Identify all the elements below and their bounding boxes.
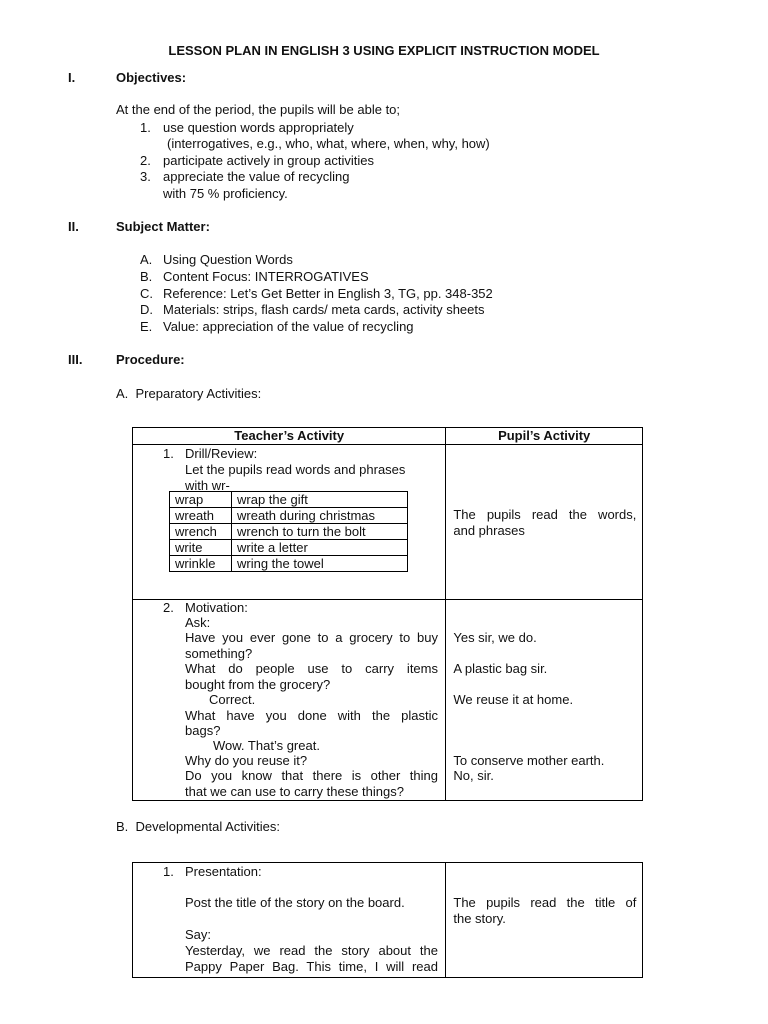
- developmental-table: [132, 862, 643, 978]
- presentation-teacher-cell: [133, 863, 446, 978]
- motivation-teacher-cell: [133, 600, 446, 801]
- subject-item: Materials: strips, flash cards/ meta cards, activity sheets: [163, 302, 485, 317]
- objective-item-continuation: with 75 % proficiency.: [163, 186, 288, 201]
- objective-marker: 2.: [140, 153, 151, 168]
- section-number-subject-matter: II.: [68, 219, 79, 234]
- word-cell: wrap: [170, 492, 232, 508]
- subsection-developmental: B. Developmental Activities:: [116, 819, 281, 834]
- motivation-marker: 2.: [163, 600, 174, 615]
- subject-item: Content Focus: INTERROGATIVES: [163, 269, 369, 284]
- motivation-pupil-response: Yes sir, we do.: [453, 630, 537, 645]
- section-number-objectives: I.: [68, 70, 76, 85]
- drill-instruction: Let the pupils read words and phrases: [185, 462, 406, 477]
- subject-marker: C.: [140, 286, 153, 301]
- header-teacher-activity: Teacher’s Activity: [133, 428, 446, 445]
- drill-pupil-response: The pupils read the words,: [453, 507, 637, 522]
- word-cell: write: [170, 540, 232, 556]
- activity-table: [132, 427, 643, 801]
- presentation-marker: 1.: [163, 864, 174, 879]
- presentation-pupil-response: The pupils read the title of: [453, 895, 637, 910]
- subject-item: Value: appreciation of the value of recycling: [163, 319, 414, 334]
- drill-pupil-response-continuation: and phrases: [453, 523, 525, 538]
- phrase-cell: write a letter: [232, 540, 408, 556]
- section-number-procedure: III.: [68, 352, 83, 367]
- objective-marker: 1.: [140, 120, 151, 135]
- subject-item: Reference: Let’s Get Better in English 3, TG, pp. 348-352: [163, 286, 493, 301]
- subsection-preparatory: A. Preparatory Activities:: [116, 386, 262, 401]
- header-pupil-activity: Pupil’s Activity: [446, 428, 643, 445]
- motivation-line: What do people use to carry items: [185, 661, 438, 676]
- objective-item: use question words appropriately: [163, 120, 354, 135]
- section-heading-objectives: Objectives:: [116, 70, 187, 85]
- motivation-line: Why do you reuse it?: [185, 753, 308, 768]
- subject-item: Using Question Words: [163, 252, 293, 267]
- phrase-cell: wrap the gift: [232, 492, 408, 508]
- presentation-pupil-response-continuation: the story.: [453, 911, 506, 926]
- word-cell: wreath: [170, 508, 232, 524]
- section-heading-subject-matter: Subject Matter:: [116, 219, 210, 234]
- motivation-line: Ask:: [185, 615, 211, 630]
- word-row: [170, 524, 408, 540]
- drill-instruction-continuation: with wr-: [185, 478, 230, 493]
- phrase-cell: wring the towel: [232, 556, 408, 572]
- motivation-line: Correct.: [209, 692, 256, 707]
- section-heading-procedure: Procedure:: [116, 352, 185, 367]
- presentation-line: Post the title of the story on the board.: [185, 895, 405, 910]
- motivation-pupil-cell: [446, 600, 643, 801]
- drill-title: Drill/Review:: [185, 446, 258, 461]
- drill-pupil-cell: [446, 445, 643, 600]
- motivation-line: that we can use to carry these things?: [185, 784, 404, 799]
- objective-item-continuation: (interrogatives, e.g., who, what, where, when, why, how): [167, 136, 490, 151]
- presentation-line: Yesterday, we read the story about the: [185, 943, 438, 958]
- motivation-line: something?: [185, 646, 253, 661]
- subject-marker: B.: [140, 269, 153, 284]
- motivation-line: bags?: [185, 723, 221, 738]
- subject-marker: E.: [140, 319, 153, 334]
- word-row: [170, 492, 408, 508]
- word-table: [169, 491, 408, 572]
- word-row: [170, 540, 408, 556]
- presentation-line: Pappy Paper Bag. This time, I will read: [185, 959, 438, 974]
- objectives-intro: At the end of the period, the pupils will be able to;: [116, 102, 401, 117]
- word-cell: wrinkle: [170, 556, 232, 572]
- motivation-pupil-response: No, sir.: [453, 768, 494, 783]
- document-title: LESSON PLAN IN ENGLISH 3 USING EXPLICIT INSTRUCTION MODEL: [168, 43, 600, 58]
- presentation-pupil-cell: [446, 863, 643, 978]
- motivation-pupil-response: To conserve mother earth.: [453, 753, 605, 768]
- word-cell: wrench: [170, 524, 232, 540]
- objective-marker: 3.: [140, 169, 151, 184]
- word-row: [170, 508, 408, 524]
- presentation-title: Presentation:: [185, 864, 262, 879]
- word-row: [170, 556, 408, 572]
- motivation-line: bought from the grocery?: [185, 677, 331, 692]
- motivation-pupil-response: A plastic bag sir.: [453, 661, 548, 676]
- phrase-cell: wreath during christmas: [232, 508, 408, 524]
- motivation-line: What have you done with the plastic: [185, 708, 438, 723]
- motivation-title: Motivation:: [185, 600, 248, 615]
- drill-teacher-cell: [133, 445, 446, 600]
- motivation-line: Do you know that there is other thing: [185, 768, 438, 783]
- motivation-pupil-response: We reuse it at home.: [453, 692, 574, 707]
- objective-item: participate actively in group activities: [163, 153, 374, 168]
- motivation-line: Have you ever gone to a grocery to buy: [185, 630, 438, 645]
- subject-marker: A.: [140, 252, 153, 267]
- presentation-line: Say:: [185, 927, 212, 942]
- phrase-cell: wrench to turn the bolt: [232, 524, 408, 540]
- subject-marker: D.: [140, 302, 153, 317]
- motivation-line: Wow. That’s great.: [213, 738, 320, 753]
- drill-marker: 1.: [163, 446, 174, 461]
- objective-item: appreciate the value of recycling: [163, 169, 350, 184]
